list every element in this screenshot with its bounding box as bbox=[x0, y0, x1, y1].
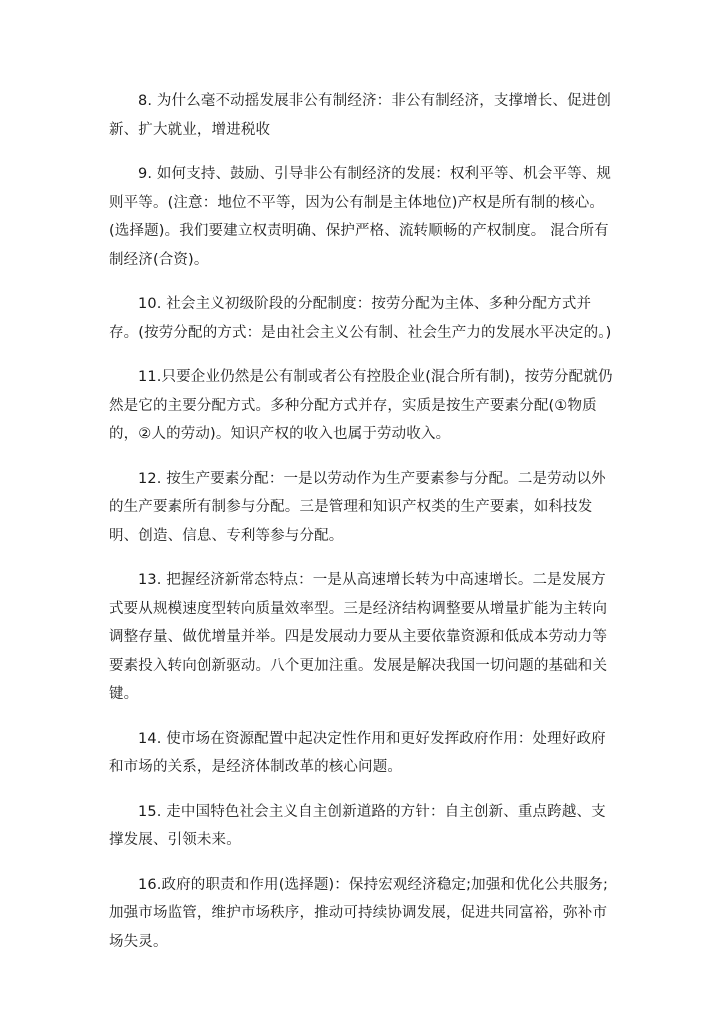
document-body bbox=[109, 87, 617, 972]
paragraph-16: 16.政府的职责和作用(选择题)：保持宏观经济稳定;加强和优化公共服务;加强市场监管，维护市场秩序，推动可持续协调发展，促进共同富裕，弥补市场失灵。 bbox=[109, 876, 609, 950]
paragraph-15: 15. 走中国特色社会主义自主创新道路的方针：自主创新、重点跨越、支撑发展、引领未来。 bbox=[109, 803, 606, 848]
paragraph-9: 9. 如何支持、鼓励、引导非公有制经济的发展：权利平等、机会平等、规则平等。(注意：地位不平等，因为公有制是主体地位)产权是所有制的核心。(选择题)。我们要建立权责明确、保护严格、流转顺畅的产权制度。 混合所有制经济(合资)。 bbox=[109, 166, 612, 268]
paragraph-12: 12. 按生产要素分配：一是以劳动作为生产要素参与分配。二是劳动以外的生产要素所有制参与分配。三是管理和知识产权类的生产要素，如科技发明、创造、信息、专利等参与分配。 bbox=[109, 470, 606, 544]
paragraph-10: 10. 社会主义初级阶段的分配制度：按劳分配为主体、多种分配方式并存。(按劳分配的方式：是由社会主义公有制、社会生产力的发展水平决定的。) bbox=[109, 296, 612, 341]
paragraph-13: 13. 把握经济新常态特点：一是从高速增长转为中高速增长。二是发展方式要从规模速度型转向质量效率型。三是经济结构调整要从增量扩能为主转向调整存量、做优增量并举。四是发展动力要从主要依靠资源和低成本劳动力等要素投入转向创新驱动。八个更加注重。发展是解决我国一切问题的基础和关键。 bbox=[109, 572, 608, 702]
paragraph-8: 8. 为什么毫不动摇发展非公有制经济：非公有制经济，支撑增长、促进创新、扩大就业，增进税收 bbox=[109, 93, 612, 138]
paragraph-14: 14. 使市场在资源配置中起决定性作用和更好发挥政府作用：处理好政府和市场的关系，是经济体制改革的核心问题。 bbox=[109, 730, 606, 775]
paragraph-11: 11.只要企业仍然是公有制或者公有控股企业(混合所有制)，按劳分配就仍然是它的主要分配方式。多种分配方式并存，实质是按生产要素分配(①物质的，②人的劳动)。知识产权的收入也属于劳动收入。 bbox=[109, 369, 613, 442]
